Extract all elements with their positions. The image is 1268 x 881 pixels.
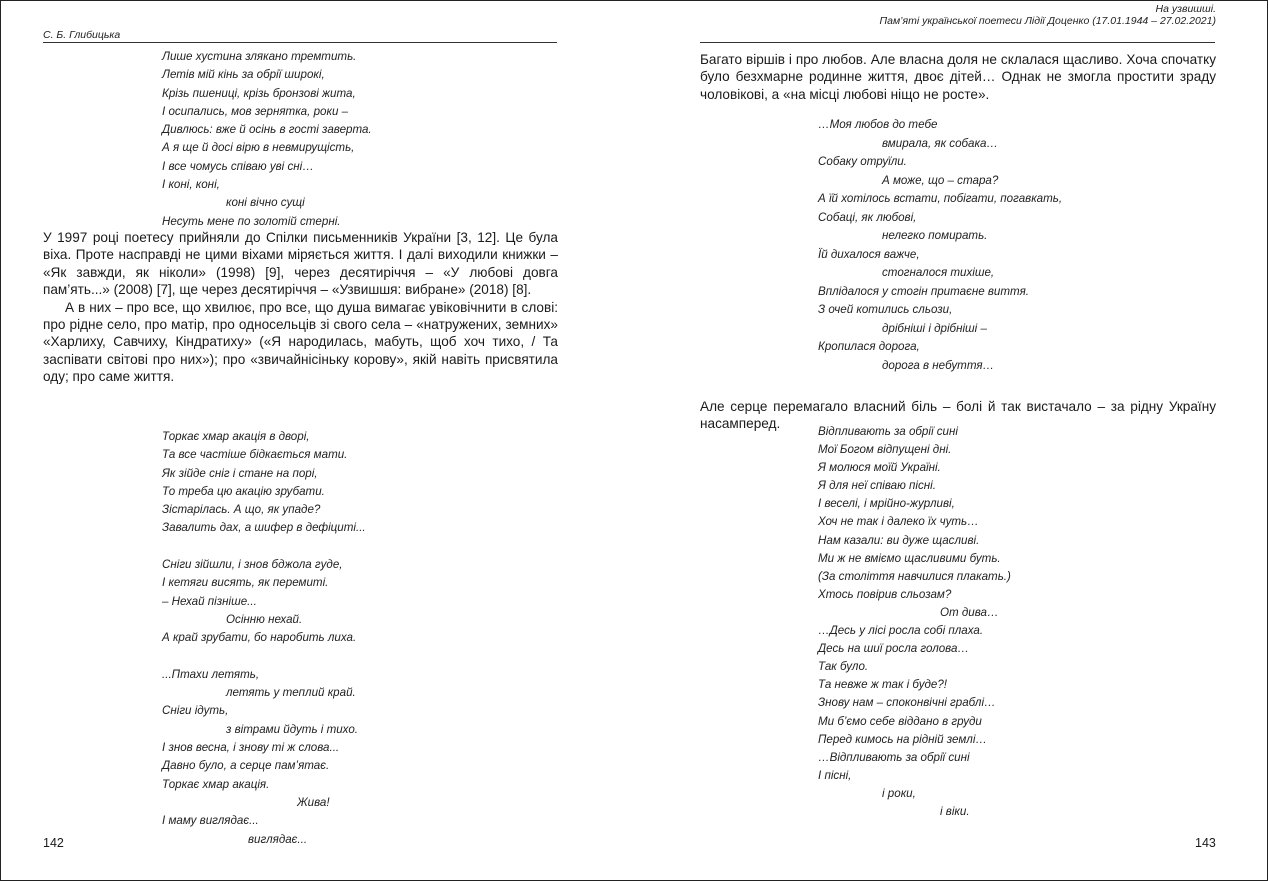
poem-line: Я молюся моїй Україні. [818, 461, 941, 475]
poem-line: Вплідалося у стогін притаєне виття. [818, 284, 1029, 298]
poem-line: з вітрами йдуть і тихо. [226, 722, 359, 736]
poem-line: А може, що – стара? [882, 173, 999, 187]
poem-line: вмирала, як собака… [882, 136, 999, 150]
poem-line: дорога в небуття… [882, 358, 995, 372]
poem-block [162, 48, 372, 231]
poem-line: – Нехай пізніше... [162, 594, 257, 608]
poem-line: Перед кимось на рідній землі… [818, 732, 988, 746]
poem-line: Торкає хмар акація в дворі, [162, 430, 310, 443]
poem-line: І коні, коні, [162, 178, 220, 192]
poem-line: А я ще й досі вірю в невмирущість, [162, 141, 355, 155]
poem-line: Ми б’ємо себе віддано в груди [818, 714, 982, 728]
poem-line: А край зрубати, бо наробить лиха. [162, 631, 357, 645]
poem-line: Та невже ж так і буде?! [818, 678, 948, 692]
poem-line: То треба цю акацію зрубати. [162, 484, 325, 498]
poem-line: Собаку отруїли. [818, 155, 907, 168]
poem-line: Торкає хмар акація. [162, 777, 270, 791]
poem-line: …Десь у лісі росла собі плаха. [818, 624, 984, 638]
poem-line: …Моя любов до тебе [818, 118, 938, 131]
poem-line: Хоч не так і далеко їх чуть… [818, 515, 979, 529]
poem-line: І осипались, мов зернятка, роки – [162, 104, 349, 118]
right-page [634, 0, 1268, 881]
poem-line: ...Птахи летять, [162, 667, 260, 681]
running-head-title [880, 3, 1216, 27]
poem-line: Хтось повірив сльозам? [818, 587, 952, 601]
poem-block [818, 423, 1011, 821]
poem-line: Завалить дах, а шифер в дефіциті... [162, 521, 366, 535]
poem-line: Лише хустина злякано тремтить. [162, 50, 357, 63]
poem-line: …Відпливають за обрії сині [818, 750, 970, 764]
poem-line: Сніги зійшли, і знов бджола гуде, [162, 558, 343, 572]
poem-line: Як зійде сніг і стане на порі, [162, 466, 318, 480]
body-text [700, 51, 1216, 103]
poem-line: І кетяги висять, як перемиті. [162, 576, 329, 590]
poem-line: Зістарілась. А що, як упаде? [162, 503, 321, 517]
header-rule [43, 42, 557, 43]
poem-line: (За століття навчилися плакать.) [818, 569, 1011, 583]
poem-line: Десь на шиї росла голова… [818, 642, 970, 656]
page-number: 142 [43, 836, 64, 850]
poem-line: І маму виглядає... [162, 814, 259, 828]
poem-line: Нам казали: ви дуже щасливі. [818, 533, 980, 547]
poem-line: А їй хотілось встати, побігати, погавкать, [818, 192, 1063, 205]
poem-line: Кропилася дорога, [818, 340, 920, 353]
poem-line: Собаці, як любові, [818, 210, 917, 224]
poem-line: Осінню нехай. [226, 612, 303, 626]
poem-block [162, 428, 366, 849]
poem-line: виглядає... [248, 832, 308, 846]
poem-line: Ми ж не вміємо щасливими буть. [818, 551, 1001, 565]
running-head-author: С. Б. Глибицька [43, 29, 121, 41]
poem-line: З очей котились сльози, [818, 303, 953, 316]
poem-line: Дивлюсь: вже й осінь в гості заверта. [162, 123, 372, 137]
poem-line: Несуть мене по золотій стерні. [162, 214, 341, 228]
poem-line: нелегко помирать. [882, 229, 988, 242]
paragraph: Багато віршів і про любов. Але власна доля не склалася щасливо. Хоча спочатку було безхмарне родинне життя, двоє дітей… Однак не змогла простити зраду чоловікові, а «на місці любові ніщо не росте». [700, 52, 1216, 102]
paragraph: Але серце перемагало власний біль – болі й так вистачало – за рідну Україну насамперед. [700, 399, 1216, 432]
poem-line: І все чомусь співаю уві сні… [162, 159, 314, 173]
paragraph: А в них – про все, що хвилює, про все, що душа вимагає увіковічнити в слові: про рідне село, про матір, про односельців зі свого села – «натружених, земних» «Харлиху, Савчиху, Кіндратиху» («Я народилась, мабуть, щоб хоч тихо, / Та заспівати світові про них»); про «звичайнісіньку корову», якій навіть присвятила оду; про саме життя. [43, 299, 558, 385]
poem-line: стогналося тихіше, [882, 266, 995, 279]
poem-line: Знову нам – споконвічні граблі… [818, 696, 996, 710]
poem-line: Їй дихалося важче, [818, 247, 920, 261]
poem-line: Та все частіше бідкається мати. [162, 448, 348, 462]
poem-line: Сніги ідуть, [162, 704, 229, 718]
poem-line: Жива! [297, 795, 330, 809]
poem-line: Летів мій кінь за обрії широкі, [162, 68, 325, 82]
running-head-line: Пам’яті української поетеси Лідії Доценко (17.01.1944 – 27.02.2021) [879, 15, 1216, 27]
poem-line: летять у теплий край. [226, 686, 356, 700]
poem-line: От дива… [940, 605, 999, 619]
poem-line: і роки, [882, 786, 916, 800]
page-number: 143 [1195, 836, 1216, 850]
paragraph: У 1997 році поетесу прийняли до Спілки письменників України [3, 12]. Це була віха. Проте насправді не цими віхами міряється життя. І далі виходили книжки – «Як завжди, як ніколи» (1998) [9], через десятиріччя – «У любові довга пам’ять...» (2008) [7], ще через десятиріччя – «Узвишшя: вибране» (2018) [8]. [43, 230, 558, 298]
header-rule [700, 42, 1215, 43]
poem-line: дрібніші і дрібніші – [882, 321, 987, 335]
poem-line: Відпливають за обрії сині [818, 425, 958, 438]
poem-line: І пісні, [818, 768, 852, 782]
poem-line: Так було. [818, 660, 869, 674]
poem-line: І веселі, і мрійно-журливі, [818, 497, 955, 511]
poem-line: Давно було, а серце пам’ятає. [162, 759, 330, 773]
poem-line: коні вічно сущі [226, 196, 305, 210]
stanza-break [162, 538, 366, 556]
poem-line: і віки. [940, 804, 970, 818]
running-head-line: На узвишші. [1155, 3, 1216, 15]
poem-line: Крізь пшениці, крізь бронзові жита, [162, 86, 356, 100]
poem-line: І знов весна, і знову ті ж слова... [162, 741, 340, 755]
poem-line: Мої Богом відпущені дні. [818, 443, 952, 457]
poem-block [818, 116, 1062, 375]
poem-line: Я для неї співаю пісні. [818, 479, 936, 493]
body-text [43, 229, 558, 386]
stanza-break [162, 648, 366, 666]
